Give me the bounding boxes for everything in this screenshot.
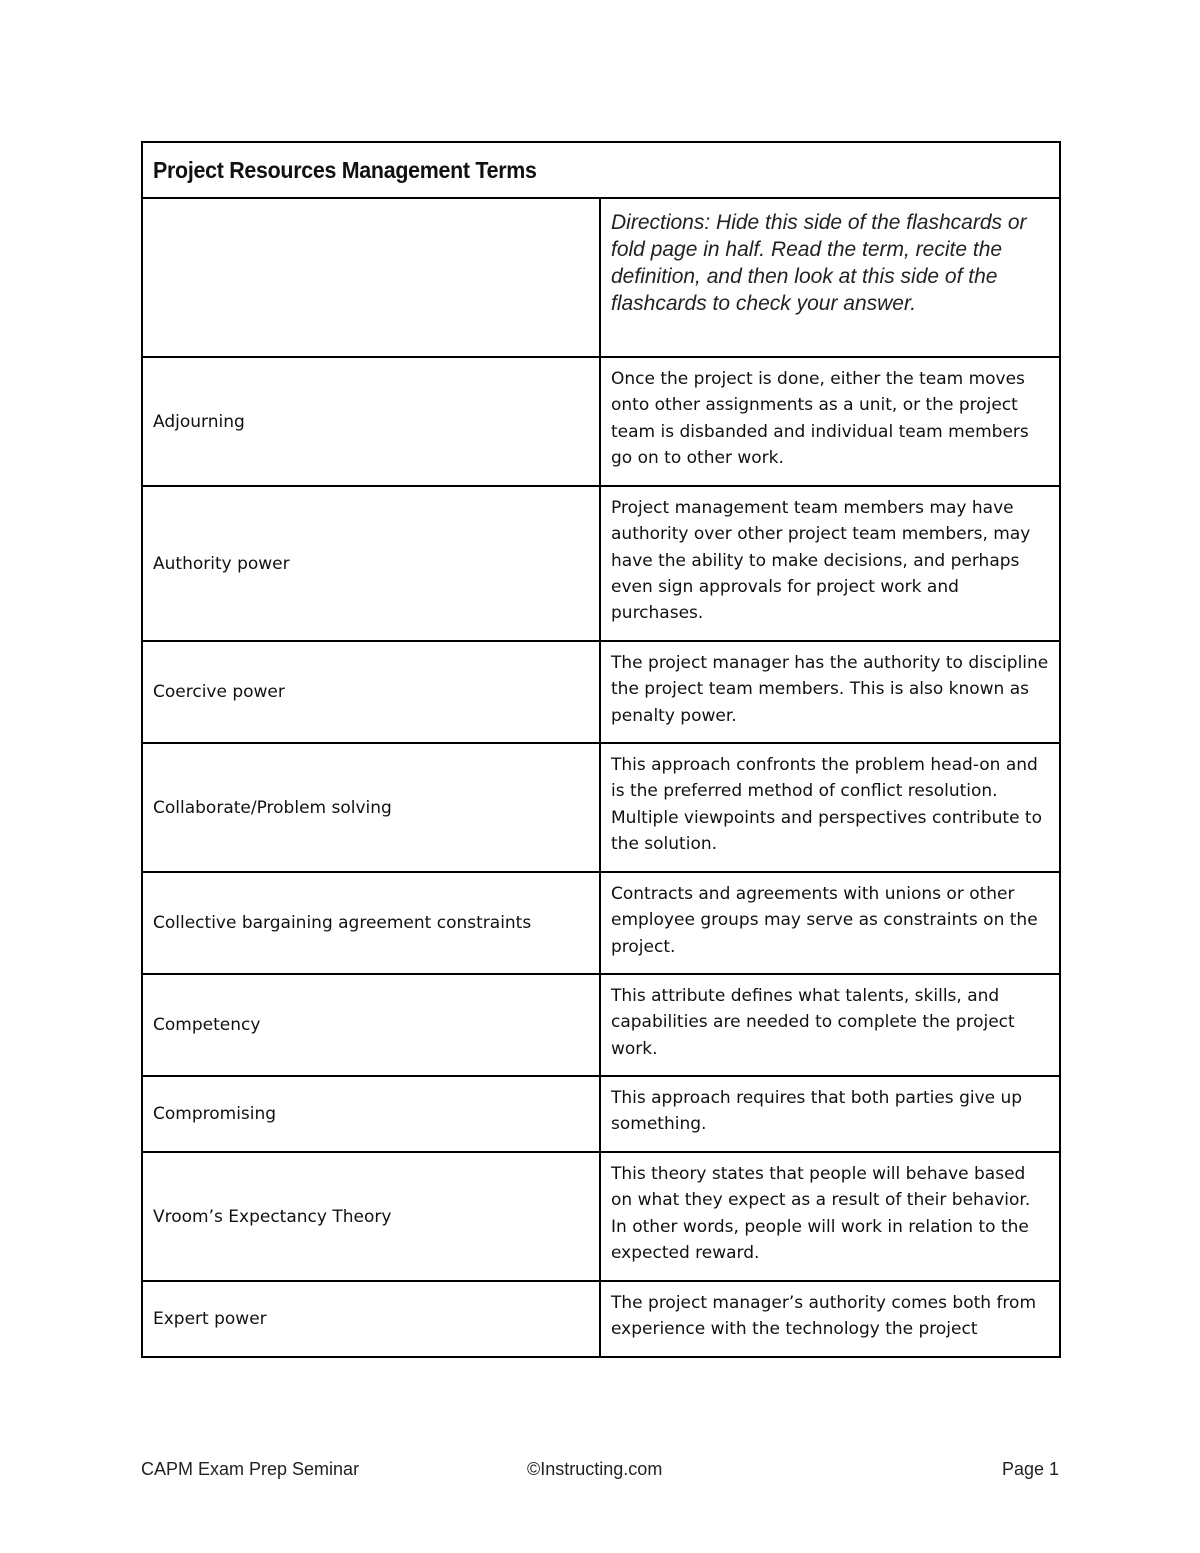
table-row — [142, 1281, 1060, 1357]
term-cell: Compromising — [142, 1076, 600, 1152]
definition-cell: Project management team members may have authority over other project team members, may have the ability to make decisions, and perhaps even sign approvals for project work and purchases. — [600, 486, 1060, 641]
term-cell: Expert power — [142, 1281, 600, 1357]
term-cell: Adjourning — [142, 357, 600, 486]
table-row — [142, 641, 1060, 743]
term-cell: Authority power — [142, 486, 600, 641]
term-cell: Collaborate/Problem solving — [142, 743, 600, 872]
table-row — [142, 357, 1060, 486]
table-row — [142, 486, 1060, 641]
table-row — [142, 974, 1060, 1076]
footer-page-number: Page 1 — [1001, 1459, 1059, 1479]
definition-cell: This approach confronts the problem head-on and is the preferred method of conflict resolution. Multiple viewpoints and perspectives contribute to the solution. — [600, 743, 1060, 872]
empty-term-cell — [142, 198, 600, 357]
title-row — [142, 142, 1060, 198]
flashcard-table — [141, 141, 1061, 1358]
definition-cell: Once the project is done, either the team moves onto other assignments as a unit, or the project team is disbanded and individual team members go on to other work. — [600, 357, 1060, 486]
table-title: Project Resources Management Terms — [153, 156, 537, 183]
term-cell: Coercive power — [142, 641, 600, 743]
definition-cell: The project manager’s authority comes both from experience with the technology the project — [600, 1281, 1060, 1357]
table-row — [142, 1076, 1060, 1152]
term-cell: Collective bargaining agreement constraints — [142, 872, 600, 974]
directions-row — [142, 198, 1060, 357]
term-cell: Competency — [142, 974, 600, 1076]
definition-cell: This approach requires that both parties give up something. — [600, 1076, 1060, 1152]
table-row — [142, 1152, 1060, 1281]
page-footer — [141, 1459, 1059, 1485]
directions-text: Directions: Hide this side of the flashcards or fold page in half. Read the term, recite the definition, and then look at this side of the flashcards to check your answer. — [600, 198, 1060, 357]
table-row — [142, 743, 1060, 872]
definition-cell: Contracts and agreements with unions or other employee groups may serve as constraints on the project. — [600, 872, 1060, 974]
definition-cell: This attribute defines what talents, skills, and capabilities are needed to complete the project work. — [600, 974, 1060, 1076]
table-title-cell — [142, 142, 1060, 198]
term-cell: Vroom’s Expectancy Theory — [142, 1152, 600, 1281]
footer-copyright: ©Instructing.com — [527, 1459, 663, 1479]
footer-seminar-title: CAPM Exam Prep Seminar — [141, 1459, 360, 1479]
table-row — [142, 872, 1060, 974]
definition-cell: The project manager has the authority to discipline the project team members. This is also known as penalty power. — [600, 641, 1060, 743]
definition-cell: This theory states that people will behave based on what they expect as a result of their behavior. In other words, people will work in relation to the expected reward. — [600, 1152, 1060, 1281]
